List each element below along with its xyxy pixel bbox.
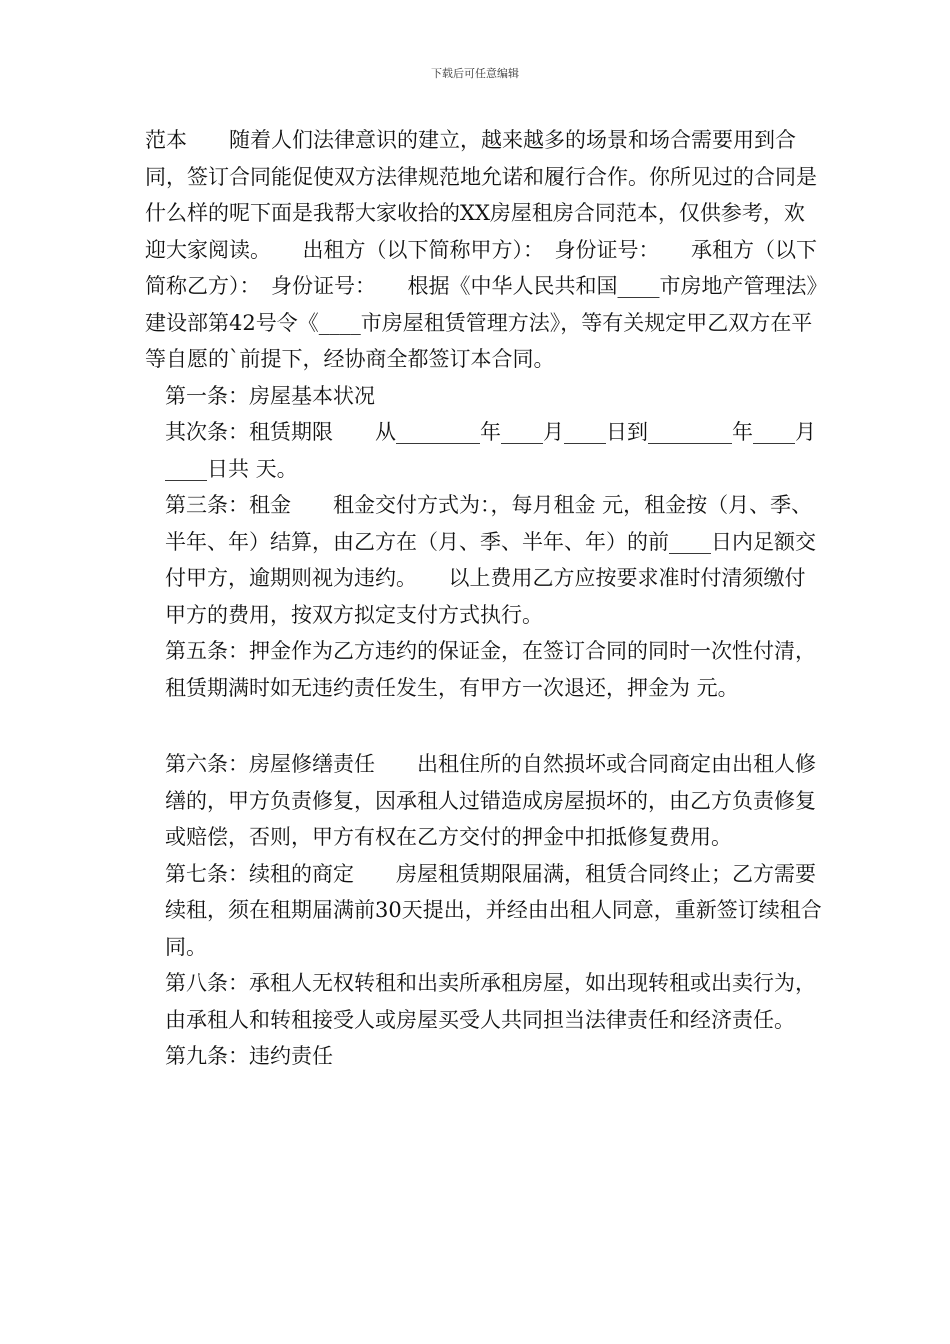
article-3-paragraph: 第三条：租金 租金交付方式为：，每月租金 元，租金按（月、季、半年、年）结算，由乙方在（月、季、半年、年）的前____日内足额交付甲方，逾期则视为违约。 以上费用乙方应按要求准时付清须缴付甲方的费用，按双方拟定支付方式执行。	[165, 493, 816, 627]
article-5-paragraph: 第五条：押金作为乙方违约的保证金，在签订合同的同时一次性付清，租赁期满时如无违约责任发生，有甲方一次退还，押金为 元。	[165, 639, 816, 700]
article-1-paragraph: 第一条：房屋基本状况	[165, 383, 375, 408]
article-7-paragraph: 第七条：续租的商定 房屋租赁期限届满，租赁合同终止；乙方需要续租，须在租期届满前30天提出，并经由出租人同意，重新签订续租合同。	[165, 861, 822, 959]
article-9-paragraph: 第九条：违约责任	[165, 1044, 333, 1068]
article-2-paragraph: 其次条：租赁期限 从________年____月____日到________年____月____日共 天。	[165, 420, 816, 481]
document-body	[145, 122, 825, 1075]
article-6-paragraph: 第六条：房屋修缮责任 出租住所的自然损坏或合同商定由出租人修缮的，甲方负责修复，因承租人过错造成房屋损坏的，由乙方负责修复或赔偿，否则，甲方有权在乙方交付的押金中扣抵修复费用。	[165, 752, 816, 849]
article-8-paragraph: 第八条：承租人无权转租和出卖所承租房屋，如出现转租或出卖行为，由承租人和转租接受人或房屋买受人共同担当法律责任和经济责任。	[165, 971, 816, 1032]
intro-paragraph: 范本 随着人们法律意识的建立，越来越多的场景和场合需要用到合同，签订合同能促使双方法律规范地允诺和履行合作。你所见过的合同是什么样的呢下面是我帮大家收拾的XX房屋租房合同范本，仅供参考，欢迎大家阅读。 出租方（以下简称甲方）： 身份证号： 承租方（以下简称乙方）： 身份证号： 根据《中华人民共和国____市房地产管理法》建设部第42号令《____市房屋租赁管理方法》，等有关规定甲乙双方在平等自愿的`前提下，经协商全都签订本合同。	[145, 128, 817, 371]
page-header-note: 下载后可任意编辑	[431, 67, 519, 80]
